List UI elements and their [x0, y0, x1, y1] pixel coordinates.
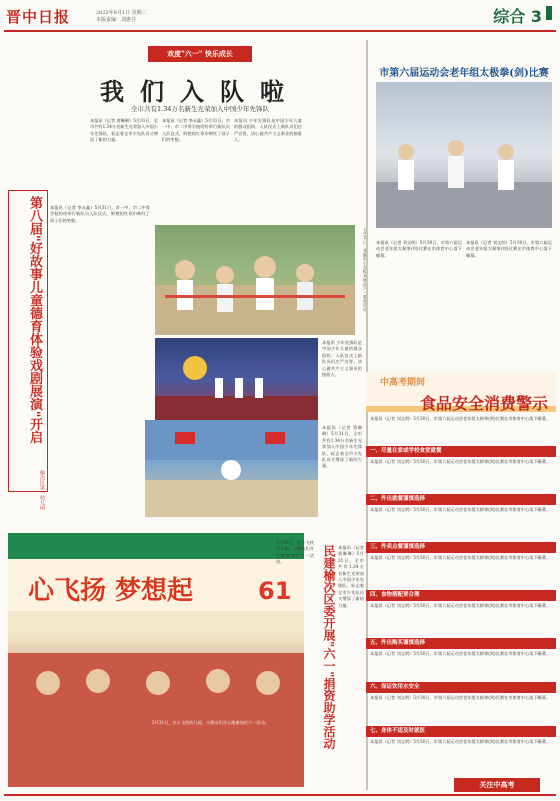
- food-section-5-body: 本报讯（记者 刘文明）5月30日，市第六届运动会老年组太极拳(剑)比赛在市体育中心落下帷幕。: [370, 651, 551, 656]
- section-title: 综合 3: [493, 7, 542, 26]
- school-event-photo: [145, 420, 318, 517]
- issue-date: 2022年6月1日 星期三: [96, 10, 147, 16]
- side-headline: 第八届"好故事儿童德育体验戏剧展演"开启: [27, 196, 42, 444]
- body-column-1: 本报讯（记者 贾琳琳）5月31日，全市共有1.34万名新生光荣加入中国少年先锋队，标志着全市少先队员又增添了新的力量。: [90, 118, 158, 143]
- event-body: 本报讯（记者 贾琳琳）5月31日，全市共有1.34万名新生光荣加入中国少年先锋队，标志着全市少先队员又增添了新的力量。: [322, 425, 362, 469]
- food-section-2: 二、外出就餐谨慎选择: [366, 494, 556, 505]
- donate-body: 本报讯（记者 贾琳琳）5月31日，全市共有1.34万名新生光荣加入中国少年先锋队，标志着全市少先队员又增添了新的力量。: [338, 545, 364, 608]
- column-divider: [366, 40, 368, 790]
- food-section-1: 一、尽量在家或学校食堂就餐: [366, 446, 556, 457]
- food-section-6: 六、保证饮用水安全: [366, 682, 556, 693]
- food-section-3: 三、外卖点餐谨慎选择: [366, 542, 556, 553]
- side-article-body: 本报讯（记者 李永鑫）5月31日，市一中、市二中等学校纷纷举行新队员入队仪式，鲜艳的红领巾映红了孩子们的笑脸。: [50, 205, 150, 223]
- taiji-body-2: 本报讯（记者 刘文明）5月30日，市第六届运动会老年组太极拳(剑)比赛在市体育中心落下帷幕。: [466, 240, 552, 258]
- food-section-2-body: 本报讯（记者 刘文明）5月30日，市第六届运动会老年组太极拳(剑)比赛在市体育中心落下帷幕。: [370, 507, 551, 512]
- stage-body: 本报讯 少年先锋队是中国少年儿童的群众组织，入队仪式上新队员们庄严宣誓，决心做共产主义事业的接班人。: [322, 340, 362, 378]
- svg-text:心飞扬 梦想起: 心飞扬 梦想起: [28, 576, 194, 606]
- section-badge: [546, 6, 552, 20]
- footer-rule: [4, 794, 556, 796]
- header-rule: [4, 30, 556, 32]
- food-section-1-body: 本报讯（记者 刘文明）5月30日，市第六届运动会老年组太极拳(剑)比赛在市体育中心落下帷幕。: [370, 459, 551, 464]
- food-section-7-body: 本报讯（记者 刘文明）5月30日，市第六届运动会老年组太极拳(剑)比赛在市体育中心落下帷幕。: [370, 739, 551, 744]
- children-illustration: [155, 225, 355, 335]
- svg-text:61: 61: [258, 577, 292, 605]
- banner-caption: 5月31日，在小飞侠幼儿园，小朋友们开心地参加庆六一活动。: [152, 720, 269, 725]
- banner-side-caption: 5月31日，在小飞侠幼儿园，小朋友们开心地参加庆六一活动。: [276, 540, 314, 565]
- side-subhead: 榆次区第一幼儿园: [39, 470, 45, 510]
- food-safety-title: 食品安全消费警示: [420, 394, 549, 413]
- body-column-3: 本报讯 少年先锋队是中国少年儿童的群众组织，入队仪式上新队员们庄严宣誓，决心做共产主义事业的接班人。: [234, 118, 302, 143]
- editor-credit: 本版责编：刘惠芬: [96, 17, 137, 23]
- food-section-3-body: 本报讯（记者 刘文明）5月30日，市第六届运动会老年组太极拳(剑)比赛在市体育中心落下帷幕。: [370, 555, 551, 560]
- food-safety-intro: 本报讯（记者 刘文明）5月30日，市第六届运动会老年组太极拳(剑)比赛在市体育中心落下帷幕。: [370, 416, 551, 421]
- donate-headline: 民建榆次区委开展"六一"捐资助学活动: [322, 545, 336, 750]
- food-section-5: 五、外出购买谨慎选择: [366, 638, 556, 649]
- food-section-4: 四、食物搭配要合理: [366, 590, 556, 601]
- tug-of-war-photo: [155, 225, 355, 335]
- masthead-meta: [96, 10, 147, 24]
- follow-exam-bar: 关注中高考: [454, 778, 540, 792]
- taiji-body: 本报讯（记者 刘文明）5月30日，市第六届运动会老年组太极拳(剑)比赛在市体育中心落下帷幕。: [376, 240, 462, 258]
- main-headline: 我们入队啦: [100, 77, 300, 106]
- masthead: 晋中日报: [6, 8, 71, 26]
- column-tag: 欢度"六一" 快乐成长: [148, 46, 252, 62]
- stage-performance-photo: [155, 338, 318, 420]
- taiji-headline: 市第六届运动会老年组太极拳(剑)比赛: [379, 68, 549, 79]
- food-section-7: 七、身体不适及时就医: [366, 726, 556, 737]
- food-section-6-body: 本报讯（记者 刘文明）5月30日，市第六届运动会老年组太极拳(剑)比赛在市体育中心落下帷幕。: [370, 695, 551, 700]
- main-subhead: 全市共有1.34万名新生光荣加入中国少年先锋队: [131, 105, 269, 113]
- taiji-competition-photo: [376, 82, 552, 228]
- food-section-4-body: 本报讯（记者 刘文明）5月30日，市第六届运动会老年组太极拳(剑)比赛在市体育中心落下帷幕。: [370, 603, 551, 608]
- food-safety-kicker: 中高考期间: [380, 378, 426, 388]
- body-column-2: 本报讯（记者 李永鑫）5月31日，市一中、市二中等学校纷纷举行新队员入队仪式，鲜艳的红领巾映红了孩子们的笑脸。: [162, 118, 230, 143]
